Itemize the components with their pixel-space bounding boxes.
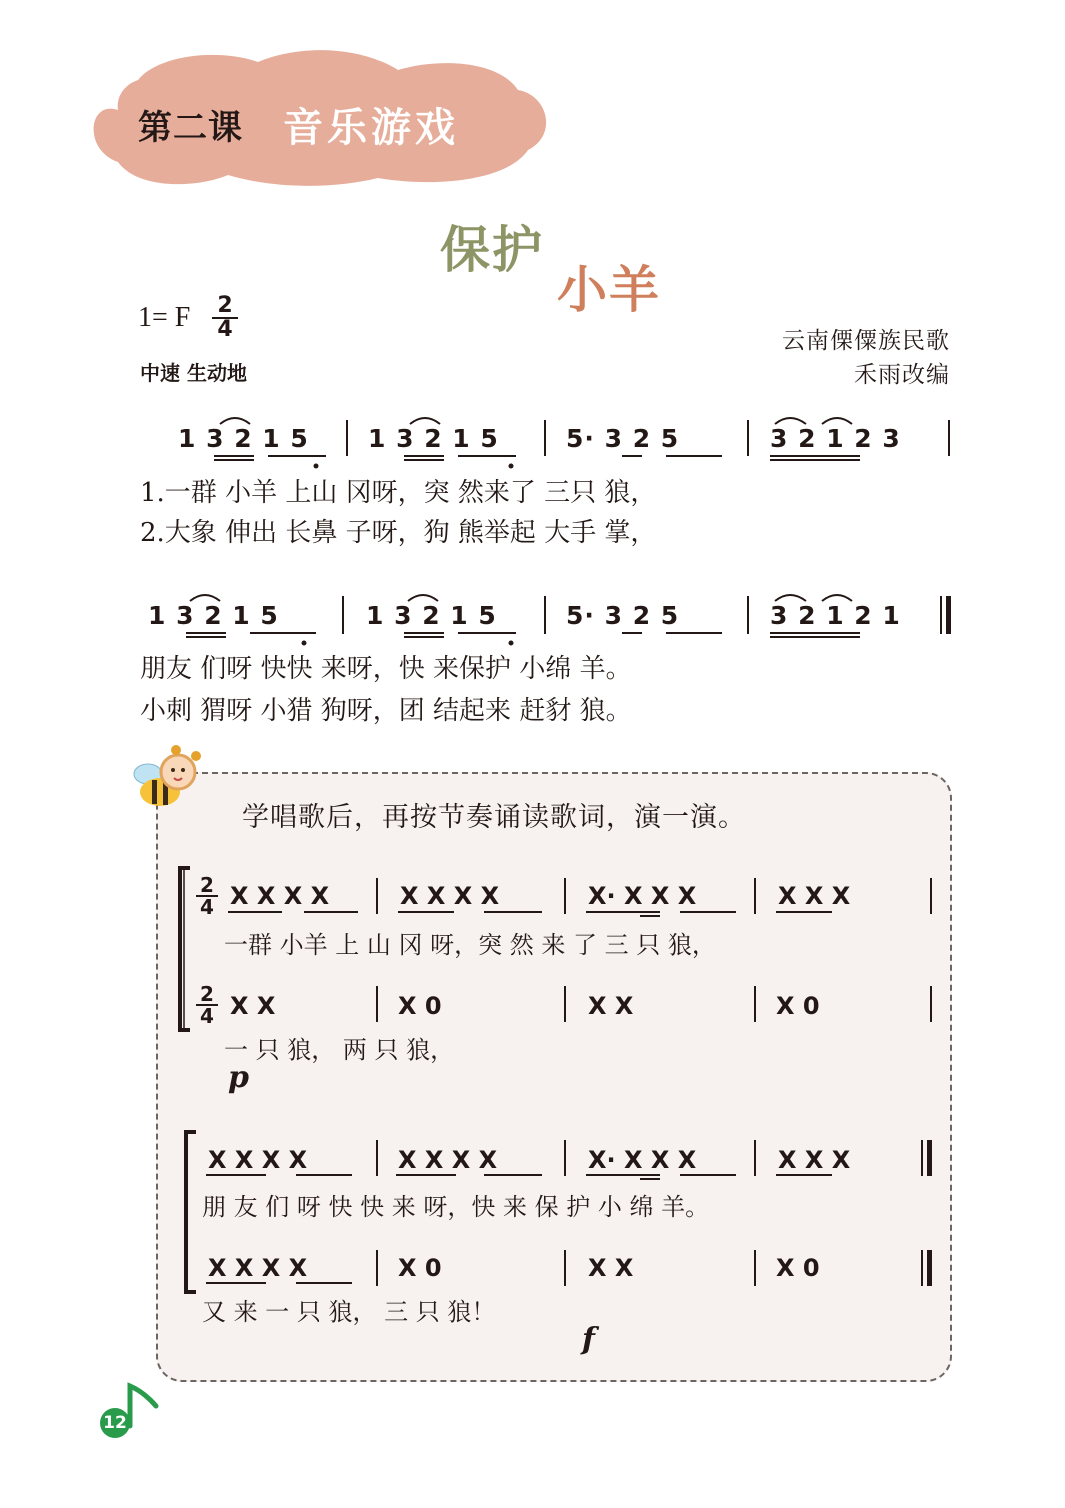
sys1-upper-m1: X X X X [230,882,330,910]
sys2-upper-m3: X· X X X [588,1146,697,1174]
line2-measure4-notes: 3 2 1 2 1 [770,601,901,630]
line2-measure2-notes: 1 3 2 1 5 [366,601,497,630]
final-barline-thick [927,1250,932,1286]
barline [930,986,932,1022]
line2-lyric-verse2: 小刺 猬呀 小猎 狗呀，团 结起来 赶豺 狼。 [140,696,632,726]
line2-lyric-verse1: 朋友 们呀 快快 来呀，快 来保护 小绵 羊。 [140,654,632,684]
song-title-part2: 小羊 [557,261,661,319]
sys1-lower-lyric: 一 只 狼， 两 只 狼， [224,1036,455,1064]
sys2-upper-m4: X X X [778,1146,851,1174]
final-barline-thin [921,1250,923,1286]
sys2-lower-m1: X X X X [208,1254,308,1282]
barline [754,986,756,1022]
final-barline-thin [921,1140,923,1176]
sys1-upper-m2: X X X X [400,882,500,910]
line1-measure4-notes: 3 2 1 2 3 [770,424,901,453]
sys1-lower-m2: X 0 [398,992,442,1020]
sys1-upper-m3: X· X X X [588,882,697,910]
dynamic-piano: p [228,1060,249,1095]
barline [754,1250,756,1286]
sys2-lower-m4: X 0 [776,1254,820,1282]
line2-measure1-notes: 1 3 2 1 5 [148,601,279,630]
sys1-upper-m4: X X X [778,882,851,910]
time-denominator: 4 [200,895,214,919]
line1-lyric-verse1: 1.一群 小羊 上山 冈呀，突 然来了 三只 狼， [140,478,657,508]
barline [754,1140,756,1176]
song-source: 云南傈僳族民歌 [782,328,950,354]
barline [376,986,378,1022]
lesson-name: 音乐游戏 [283,105,459,151]
page-number: 12 [100,1408,130,1438]
barline [376,1140,378,1176]
line2-measure3-notes: 5· 3 2 5 [566,601,680,630]
barline [564,878,566,914]
sys2-lower-lyric: 又 来 一 只 狼， 三 只 狼！ [202,1298,496,1326]
sys2-upper-lyric: 朋 友 们 呀 快 快 来 呀，快 来 保 护 小 绵 羊。 [202,1193,710,1221]
time-denominator: 4 [200,1004,214,1028]
sys1-lower-m4: X 0 [776,992,820,1020]
barline [564,1250,566,1286]
sys2-lower-m2: X 0 [398,1254,442,1282]
time-numerator: 2 [200,873,214,897]
time-denominator: 4 [217,317,233,342]
dynamic-forte: f [582,1322,595,1357]
sys2-upper-m1: X X X X [208,1146,308,1174]
lesson-number: 第二课 [138,108,243,148]
tempo-marking: 中速 生动地 [140,361,247,385]
song-arranger: 禾雨改编 [854,362,950,388]
final-barline-thick [927,1140,932,1176]
barline [754,878,756,914]
activity-time-signature-lower [196,982,218,1028]
barline [376,878,378,914]
barline [564,986,566,1022]
sys2-lower-m3: X X [588,1254,634,1282]
sys2-upper-m2: X X X X [398,1146,498,1174]
activity-time-signature-upper [196,873,218,919]
time-numerator: 2 [217,293,233,318]
line1-measure1-notes: 1 3 2 1 5 [178,424,309,453]
line1-measure3-notes: 5· 3 2 5 [566,424,680,453]
barline [564,1140,566,1176]
time-numerator: 2 [200,982,214,1006]
line1-lyric-verse2: 2.大象 伸出 长鼻 子呀，狗 熊举起 大手 掌， [140,518,657,548]
sys1-lower-m1: X X [230,992,276,1020]
activity-instruction: 学唱歌后，再按节奏诵读歌词，演一演。 [242,802,746,833]
barline [930,878,932,914]
line1-measure2-notes: 1 3 2 1 5 [368,424,499,453]
sys1-lower-m3: X X [588,992,634,1020]
key-text: 1= F [138,302,191,333]
sys1-upper-lyric: 一群 小羊 上 山 冈 呀，突 然 来 了 三 只 狼， [224,931,716,959]
song-title-part1: 保护 [440,221,544,279]
barline [376,1250,378,1286]
